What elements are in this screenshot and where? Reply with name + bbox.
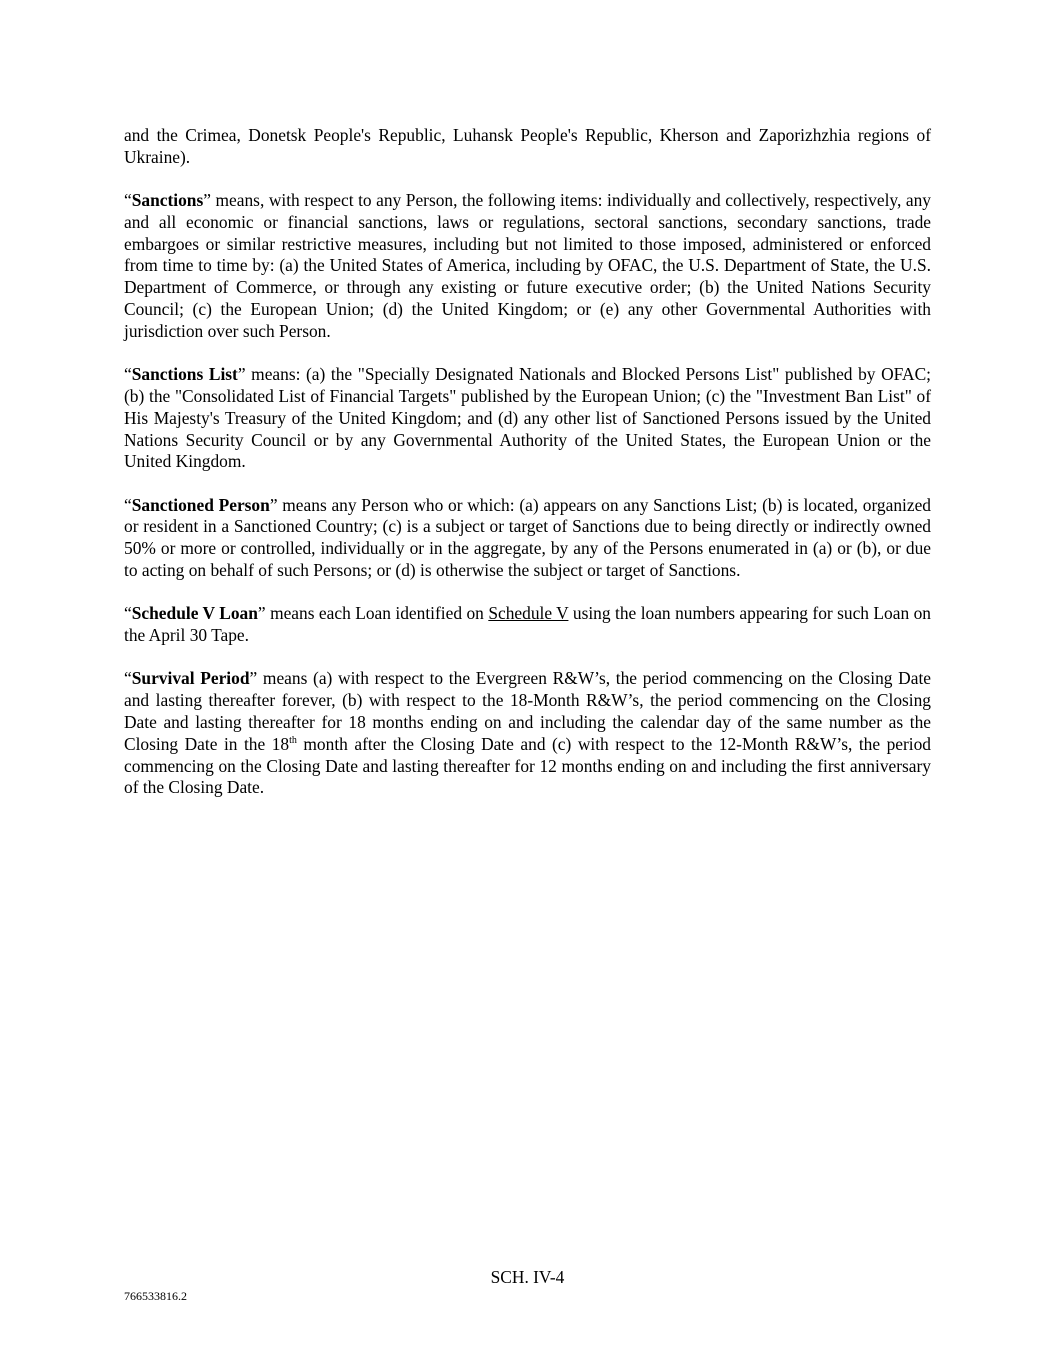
defined-term: Sanctioned Person [131, 494, 270, 515]
definition-text: means: (a) the "Specially Designated Nationals and Blocked Persons List" published by OFAC; (b) the "Consolidated List of Financial Targets" published by the European Union; (c) the "Investment Ban List" of His Majesty's Treasury of the United Kingdom; and (d) any other list of Sanctioned Persons issued by the United Nations Security Council or by any Governmental Authority of the United States, the European Union or the United Kingdom. [124, 364, 932, 472]
definition-text: means any Person who or which: (a) appears on any Sanctions List; (b) is located, organized or resident in a Sanctioned Country; (c) is a subject or target of Sanctions due to being directly or indirectly owned 50% or more or controlled, individually or in the aggregate, by any of the Persons enumerated in (a) or (b), or due to acting on behalf of such Persons; or (d) is otherwise the subject or target of Sanctions. [124, 494, 932, 581]
defined-term: Schedule V Loan [131, 603, 258, 624]
defined-term: Sanctions [131, 190, 204, 211]
definition-sanctions [124, 190, 931, 343]
definition-text: means, with respect to any Person, the following items: individually and collectively, respectively, any and all economic or financial sanctions, laws or regulations, sectoral sanctions, secondary sanctions, trade embargoes or similar restrictive measures, including but not limited to those imposed, administered or enforced from time to time by: (a) the United States of America, including by OFAC, the U.S. Department of State, the U.S. Department of Commerce, or through any existing or future executive order; (b) the United Nations Security Council; (c) the European Union; (d) the United Kingdom; or (e) any other Governmental Authorities with jurisdiction over such Person. [124, 190, 931, 341]
definition-text-continued: month after the Closing Date and (c) with respect to the 12-Month R&W’s, the period commencing on the Closing Date and lasting thereafter for 12 months ending on and including the first anniversary of the Closing Date. [124, 733, 931, 798]
document-id: 766533816.2 [124, 1289, 187, 1303]
open-quote: “ [124, 603, 132, 624]
close-quote: ” [257, 603, 266, 624]
defined-term: Survival Period [131, 668, 250, 689]
definition-schedule-v-loan [124, 603, 931, 647]
ordinal-superscript: th [289, 734, 297, 746]
definition-survival-period [124, 668, 931, 799]
close-quote: ” [203, 190, 211, 211]
continuation-text: and the Crimea, Donetsk People's Republic, Luhansk People's Republic, Kherson and Zaporizhzhia regions of Ukraine). [124, 125, 931, 167]
paragraph-continuation [124, 125, 931, 169]
definition-text: means (a) with respect to the Evergreen R&W’s, the period commencing on the Closing Date and lasting thereafter forever, (b) with respect to the 18-Month R&W’s, the period commencing on the Closing Date and lasting thereafter for 18 months ending on and including the calendar day of the same number as the Closing Date in the 18 [124, 668, 931, 754]
close-quote: ” [249, 668, 258, 689]
close-quote: ” [269, 494, 278, 515]
open-quote: “ [124, 668, 132, 689]
open-quote: “ [124, 364, 132, 385]
definition-sanctions-list [124, 364, 931, 473]
definition-sanctioned-person [124, 495, 931, 582]
open-quote: “ [124, 190, 132, 211]
definition-text: means each Loan identified on [265, 603, 489, 624]
close-quote: ” [237, 364, 246, 385]
definition-text-continued: using the loan numbers appearing for such Loan on the April 30 Tape. [124, 603, 931, 646]
open-quote: “ [124, 494, 132, 515]
document-body [124, 125, 931, 821]
defined-term: Sanctions List [131, 364, 238, 385]
page-number: SCH. IV-4 [490, 1267, 565, 1287]
schedule-reference: Schedule V [488, 603, 569, 624]
